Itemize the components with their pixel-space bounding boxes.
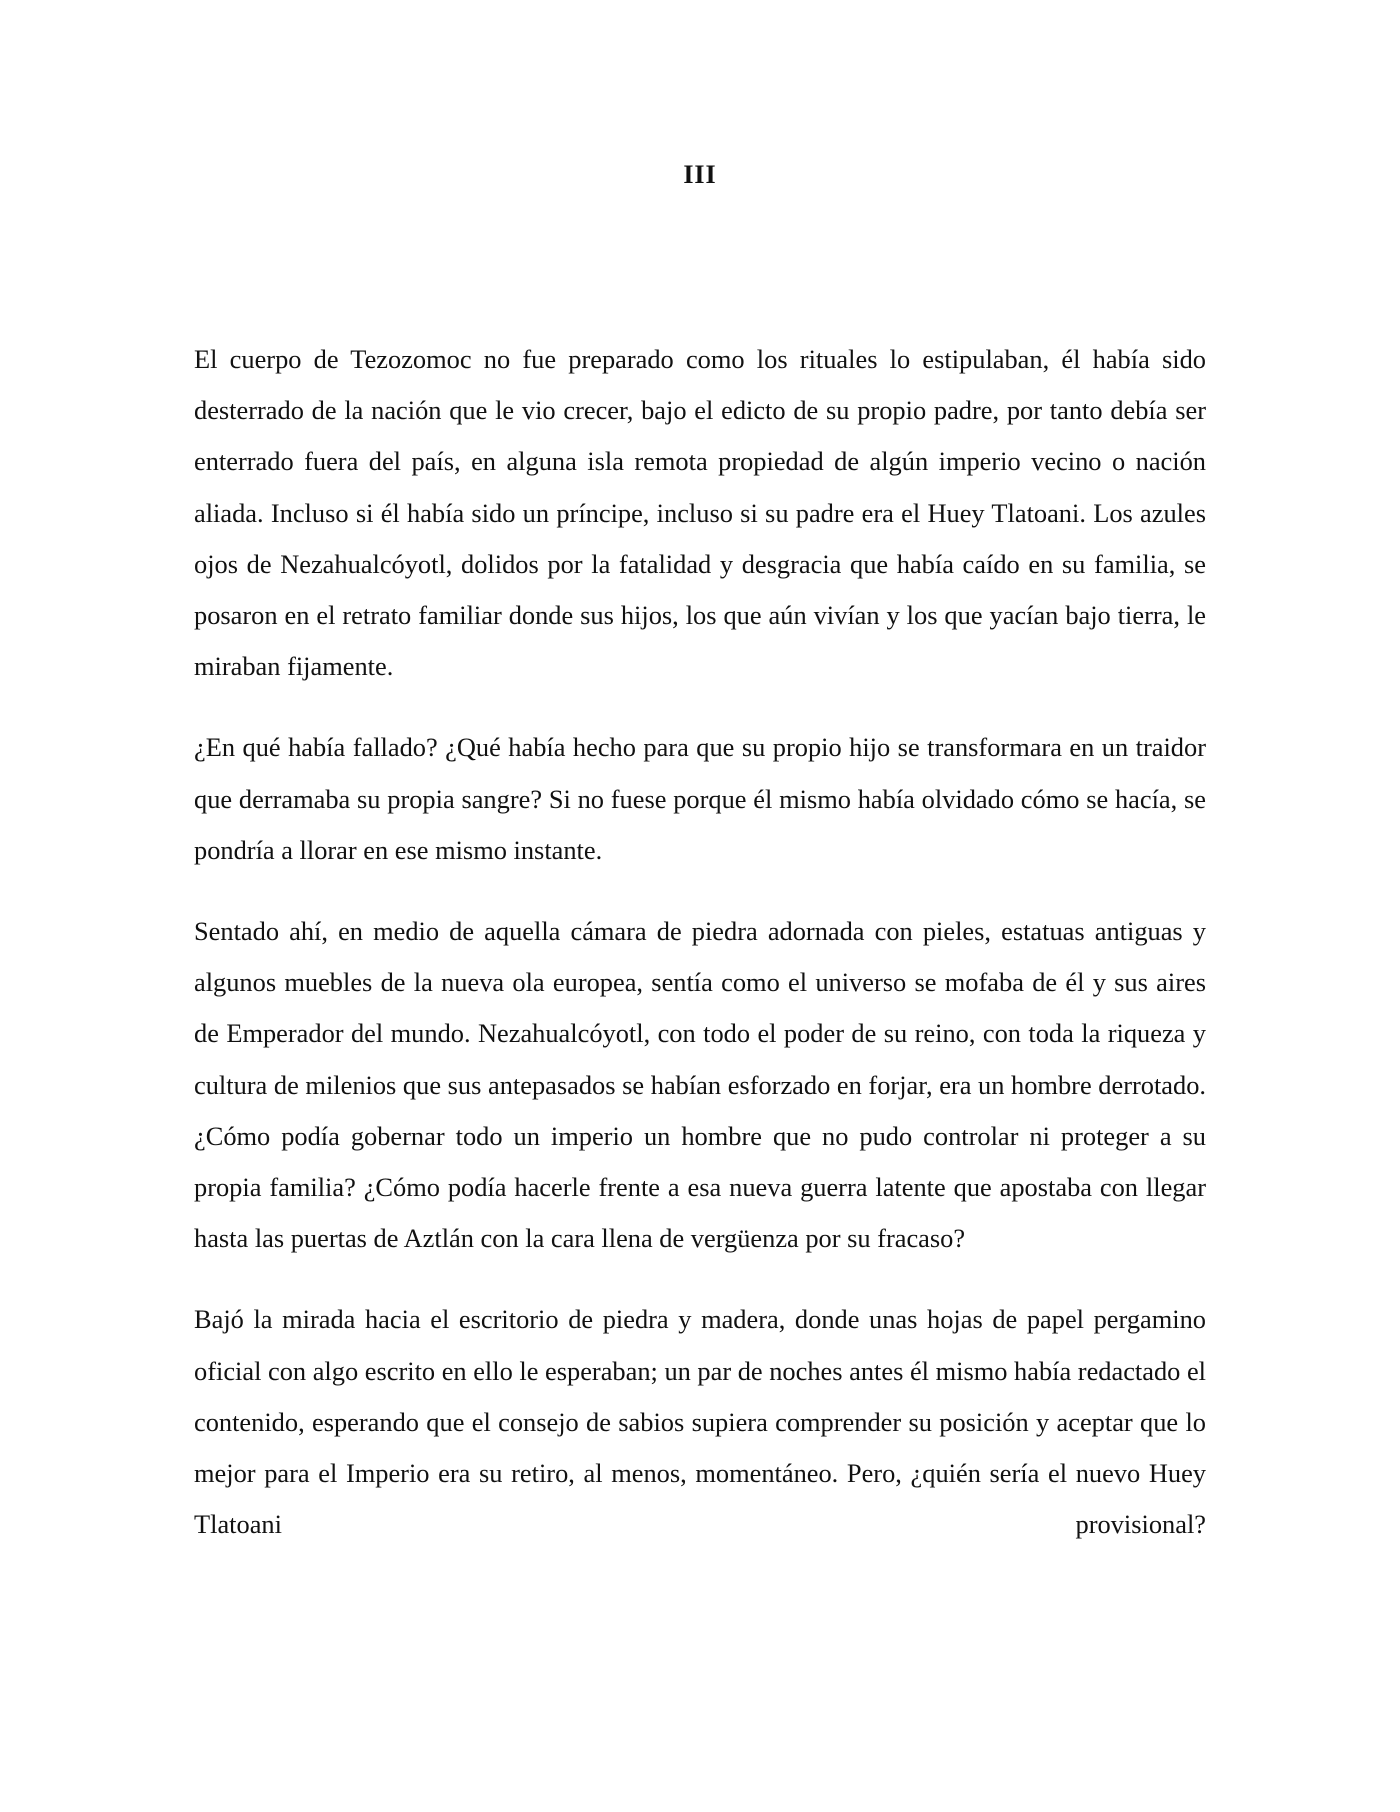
paragraph-4: Bajó la mirada hacia el escritorio de piedra y madera, donde unas hojas de papel pergamino oficial con algo escrito en ello le esperaban; un par de noches antes él mismo había redactado el contenido, esperando que el consejo de sabios supiera comprender su posición y aceptar que lo mejor para el Imperio era su retiro, al menos, momentáneo. Pero, ¿quién sería el nuevo Huey Tlatoani provisional?	[194, 1304, 1206, 1540]
paragraph-1: El cuerpo de Tezozomoc no fue preparado como los rituales lo estipulaban, él había sido desterrado de la nación que le vio crecer, bajo el edicto de su propio padre, por tanto debía ser enterrado fuera del país, en alguna isla remota propiedad de algún imperio vecino o nación aliada. Incluso si él había sido un príncipe, incluso si su padre era el Huey Tlatoani. Los azules ojos de Nezahualcóyotl, dolidos por la fatalidad y desgracia que había caído en su familia, se posaron en el retrato familiar donde sus hijos, los que aún vivían y los que yacían bajo tierra, le miraban fijamente.	[194, 344, 1206, 682]
chapter-heading: III	[683, 160, 717, 189]
body-text	[194, 334, 1206, 1550]
paragraph-3: Sentado ahí, en medio de aquella cámara de piedra adornada con pieles, estatuas antiguas y algunos muebles de la nueva ola europea, sentía como el universo se mofaba de él y sus aires de Emperador del mundo. Nezahualcóyotl, con todo el poder de su reino, con toda la riqueza y cultura de milenios que sus antepasados se habían esforzado en forjar, era un hombre derrotado. ¿Cómo podía gobernar todo un imperio un hombre que no pudo controlar ni proteger a su propia familia? ¿Cómo podía hacerle frente a esa nueva guerra latente que apostaba con llegar hasta las puertas de Aztlán con la cara llena de vergüenza por su fracaso?	[194, 916, 1206, 1254]
paragraph-2: ¿En qué había fallado? ¿Qué había hecho para que su propio hijo se transformara en un traidor que derramaba su propia sangre? Si no fuese porque él mismo había olvidado cómo se hacía, se pondría a llorar en ese mismo instante.	[194, 732, 1206, 865]
